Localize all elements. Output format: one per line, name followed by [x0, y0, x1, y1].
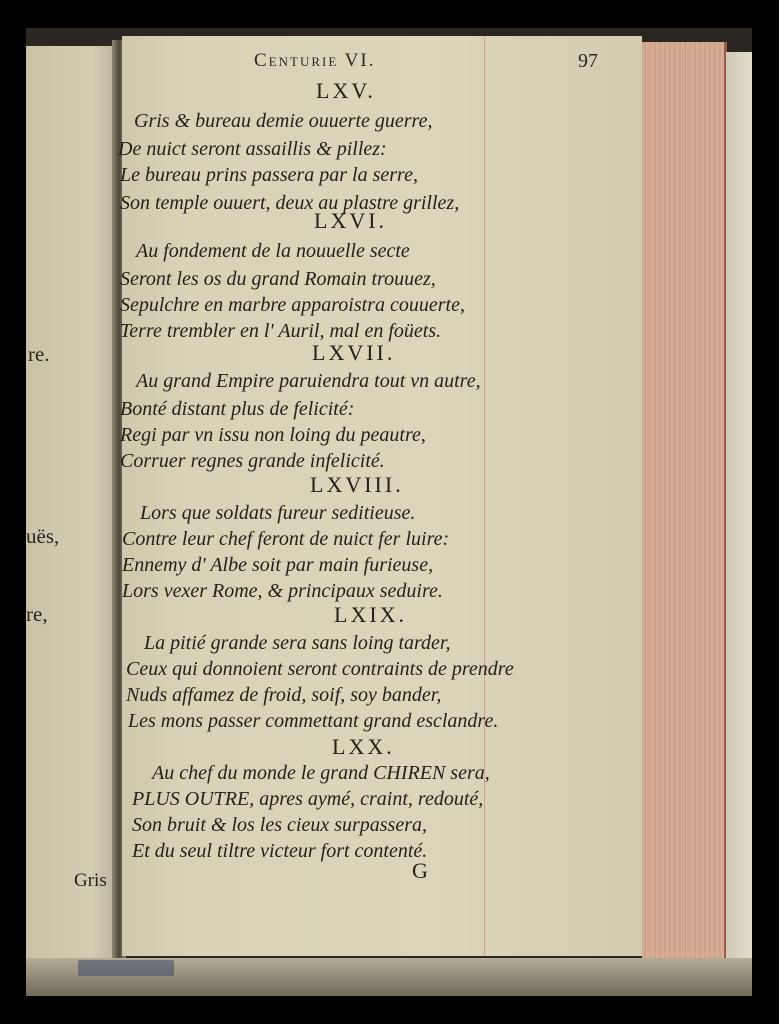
verse-line: Seront les os du grand Romain trouuez,	[120, 268, 436, 290]
verse-line: Ceux qui donnoient seront contraints de prendre	[126, 658, 514, 680]
quatrain-numeral: LXVI.	[314, 208, 388, 233]
next-leaf	[726, 52, 752, 972]
verse-line: Au chef du monde le grand CHIREN sera,	[152, 762, 490, 784]
verse-line: Gris & bureau demie ouuerte guerre,	[134, 110, 433, 132]
verse-line: Sepulchre en marbre apparoistra couuerte,	[120, 294, 465, 316]
verse-line: Au fondement de la nouuelle secte	[136, 240, 410, 262]
verse-line: Et du seul tiltre victeur fort contenté.	[132, 840, 428, 862]
left-page-fragment: re,	[26, 602, 48, 626]
quatrain-numeral: LXIX.	[334, 602, 408, 627]
quatrain-numeral: LXVII.	[312, 340, 396, 365]
verse-line: PLUS OUTRE, apres aymé, craint, redouté,	[132, 788, 484, 810]
left-page-fragment: re.	[28, 342, 50, 366]
verse-line: Nuds affamez de froid, soif, soy bander,	[126, 684, 442, 706]
signature-mark: G	[412, 858, 428, 883]
book-scan	[26, 28, 752, 996]
verse-line: Ennemy d' Albe soit par main furieuse,	[122, 554, 434, 576]
verse-line: Au grand Empire paruiendra tout vn autre,	[136, 370, 481, 392]
quatrain-numeral: LXX.	[332, 734, 395, 759]
verse-line: Terre trembler en l' Auril, mal en foüets.	[120, 320, 442, 342]
quatrain-numeral: LXV.	[316, 78, 376, 103]
verse-line: Lors vexer Rome, & principaux seduire.	[122, 580, 443, 602]
verse-line: Son bruit & los les cieux surpassera,	[132, 814, 427, 836]
quatrain-numeral: LXVIII.	[310, 472, 404, 497]
verse-line: Lors que soldats fureur seditieuse.	[140, 502, 416, 524]
verse-line: Regi par vn issu non loing du peautre,	[120, 424, 426, 446]
page-number: 97	[578, 50, 598, 72]
running-head: Centurie VI.	[254, 50, 376, 71]
page-edges	[642, 42, 727, 962]
verse-line: Son temple ouuert, deux au plastre grillez,	[120, 192, 460, 214]
verse-line: Contre leur chef feront de nuict fer luire:	[122, 528, 450, 550]
verse-line: Les mons passer commettant grand esclandre.	[128, 710, 499, 732]
library-stamp	[78, 960, 174, 976]
verse-line: Le bureau prins passera par la serre,	[120, 164, 418, 186]
verse-line: Bonté distant plus de felicité:	[120, 398, 355, 420]
verse-line: De nuict seront assaillis & pillez:	[118, 138, 387, 160]
scan-guide-line	[484, 36, 485, 956]
left-page-fragment: uës,	[26, 524, 60, 548]
verse-line: La pitié grande sera sans loing tarder,	[144, 632, 451, 654]
verse-line: Corruer regnes grande infelicité.	[120, 450, 385, 472]
left-page	[26, 46, 118, 986]
left-page-catchword: Gris	[74, 870, 107, 891]
